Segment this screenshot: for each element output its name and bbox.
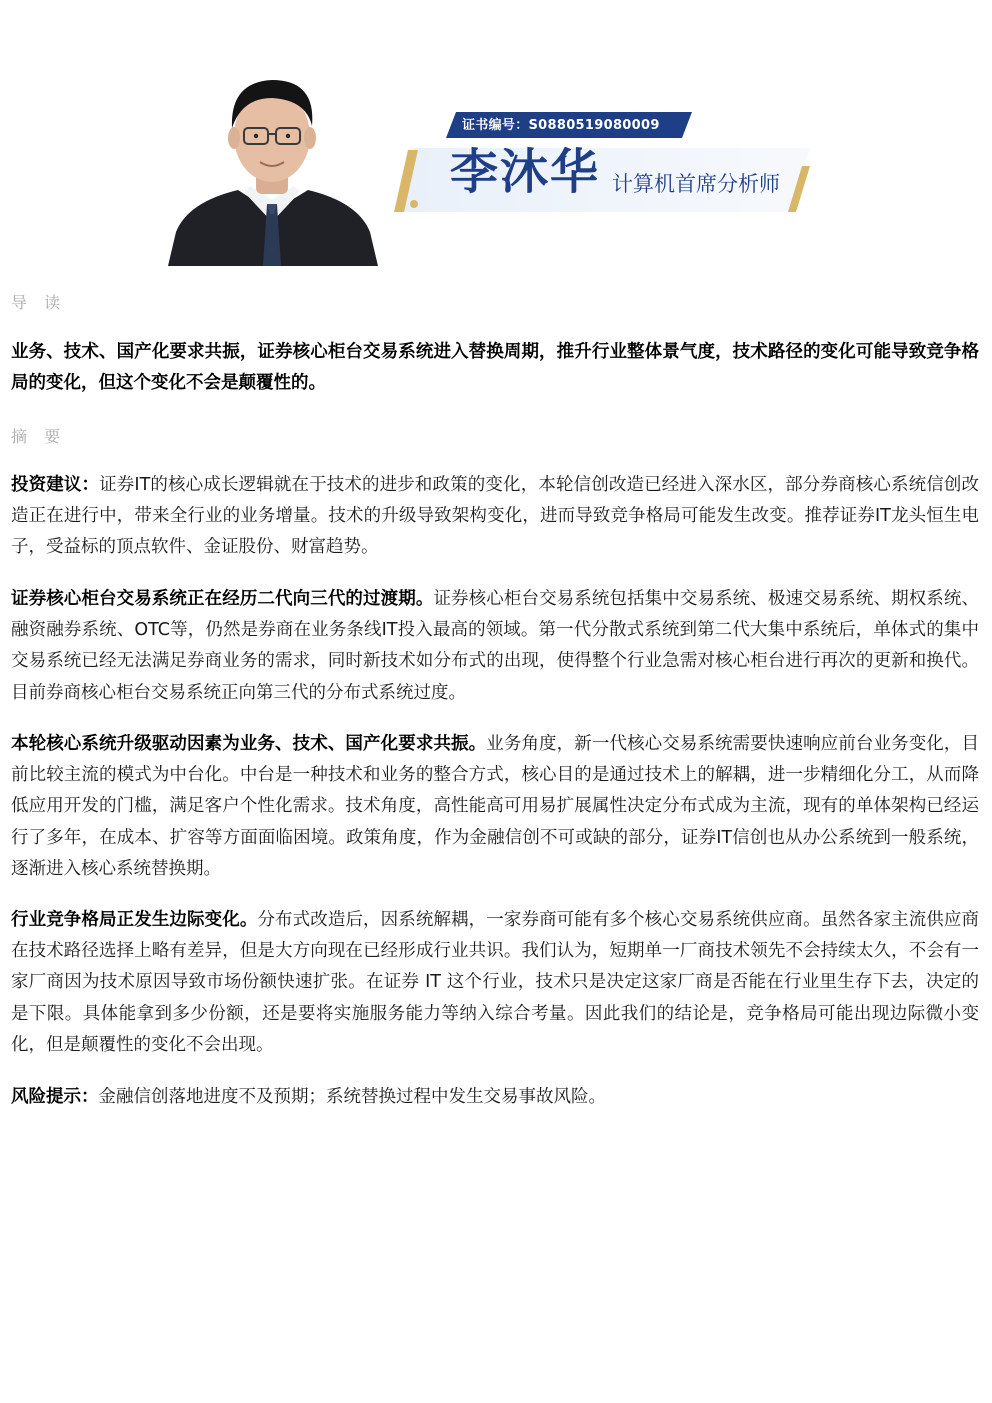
cert-value: S0880519080009 [528, 118, 660, 133]
summary-paragraph [11, 584, 979, 709]
certificate-number [462, 114, 660, 138]
guide-text: 业务、技术、国产化要求共振，证券核心柜台交易系统进入替换周期，推升行业整体景气度，技术路径的变化可能导致竞争格局的变化，但这个变化不会是颠覆性的。 [11, 342, 979, 394]
paragraph-lead: 投资建议： [11, 475, 100, 495]
paragraph-body: 金融信创落地进度不及预期；系统替换过程中发生交易事故风险。 [98, 1087, 606, 1107]
summary-paragraph [11, 729, 979, 885]
summary-paragraph [11, 1082, 979, 1113]
cert-label: 证书编号： [462, 118, 529, 133]
analyst-name: 李沐华 [450, 144, 601, 200]
paragraph-lead: 行业竞争格局正发生边际变化。 [11, 910, 258, 930]
paragraph-lead: 证券核心柜台交易系统正在经历二代向三代的过渡期。 [11, 589, 434, 609]
analyst-title: 计算机首席分析师 [612, 172, 780, 196]
paragraph-lead: 本轮核心系统升级驱动因素为业务、技术、国产化要求共振。 [11, 734, 487, 754]
summary-label: 摘 要 [11, 427, 67, 446]
summary-paragraph [11, 905, 979, 1061]
paragraph-body: 分布式改造后，因系统解耦，一家券商可能有多个核心交易系统供应商。虽然各家主流供应商在技术路径选择上略有差异，但是大方向现在已经形成行业共识。我们认为，短期单一厂商技术领先不会持续太久，不会有一家厂商因为技术原因导致市场份额快速扩张。在证券 IT 这个行业，技术只是决定这家厂商是否能在行业里生存下去，决定的是下限。具体能拿到多少份额，还是要将实施服务能力等纳入综合考量。因此我们的结论是，竞争格局可能出现边际微小变化，但是颠覆性的变化不会出现。 [11, 910, 980, 1055]
analyst-photo [168, 72, 378, 266]
analyst-banner [0, 0, 992, 270]
paragraph-body: 证券IT的核心成长逻辑就在于技术的进步和政策的变化，本轮信创改造已经进入深水区，部分券商核心系统信创改造正在进行中，带来全行业的业务增量。技术的升级导致架构变化，进而导致竞争格局可能发生改变。推荐证券IT龙头恒生电子，受益标的顶点软件、金证股份、财富趋势。 [11, 475, 979, 558]
paragraph-lead: 风险提示： [11, 1087, 99, 1107]
paragraph-body: 业务角度，新一代核心交易系统需要快速响应前台业务变化，目前比较主流的模式为中台化。中台是一种技术和业务的整合方式，核心目的是通过技术上的解耦，进一步精细化分工，从而降低应用开发的门槛，满足客户个性化需求。技术角度，高性能高可用易扩展属性决定分布式成为主流，现有的单体架构已经运行了多年，在成本、扩容等方面面临困境。政策角度，作为金融信创不可或缺的部分，证券IT信创也从办公系统到一般系统，逐渐进入核心系统替换期。 [11, 734, 979, 879]
guide-label: 导 读 [11, 293, 67, 312]
paragraph-body: 证券核心柜台交易系统包括集中交易系统、极速交易系统、期权系统、融资融券系统、OTC等，仍然是券商在业务条线IT投入最高的领域。第一代分散式系统到第二代大集中系统后，单体式的集中交易系统已经无法满足券商业务的需求，同时新技术如分布式的出现，使得整个行业急需对核心柜台进行再次的更新和换代。目前券商核心柜台交易系统正向第三代的分布式系统过度。 [11, 589, 980, 703]
summary-paragraph [11, 470, 979, 564]
